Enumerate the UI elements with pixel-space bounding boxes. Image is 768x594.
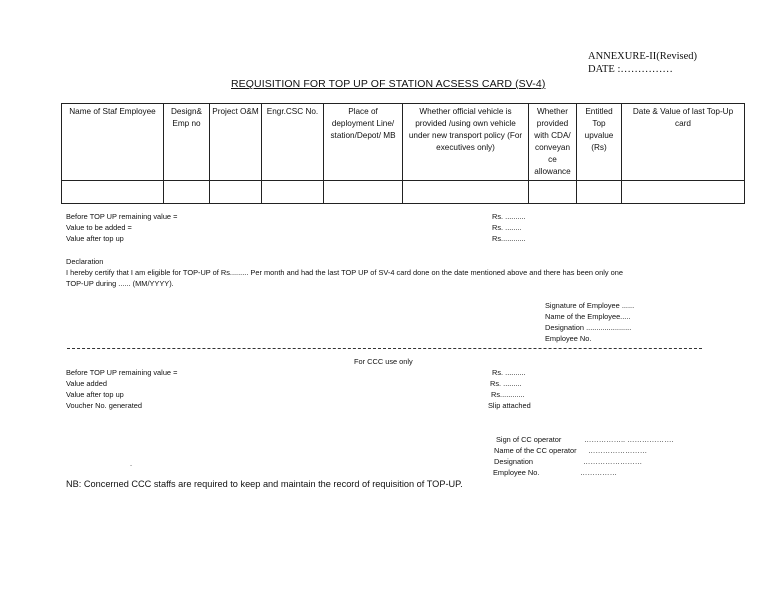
column-header: Design& Emp no xyxy=(164,104,210,181)
declaration-text: I hereby certify that I am eligible for TOP-UP of Rs......... Per month and had the last TOP UP of SV-4 card done on the date mentioned above and there has been only one xyxy=(66,268,623,277)
table-cell[interactable] xyxy=(164,181,210,204)
ccc-added-label: Value added xyxy=(66,379,107,388)
ccc-amounts xyxy=(488,367,531,411)
amount-field: Rs............ xyxy=(491,390,525,399)
column-header: Project O&M xyxy=(210,104,262,181)
amount-field: Rs............ xyxy=(492,234,526,243)
ccc-labels xyxy=(66,367,177,411)
amount-field: Rs. ......... xyxy=(490,379,522,388)
column-header: Name of Staf Employee xyxy=(62,104,164,181)
operator-designation-label: Designation xyxy=(494,457,534,466)
employee-designation-line: Designation ...................... xyxy=(545,323,632,332)
date-label: DATE :…………… xyxy=(588,64,673,75)
before-topup-label: Before TOP UP remaining value = xyxy=(66,212,178,221)
operator-designation-fill: …………………… xyxy=(583,457,643,466)
operator-signature-fill: …………….. ………………. xyxy=(584,435,674,444)
ccc-before-label: Before TOP UP remaining value = xyxy=(66,368,178,377)
table-cell[interactable] xyxy=(62,181,164,204)
table-cell[interactable] xyxy=(210,181,262,204)
table-cell[interactable] xyxy=(577,181,622,204)
slip-attached-label: Slip attached xyxy=(488,401,531,410)
footnote: NB: Concerned CCC staffs are required to keep and maintain the record of requisition of TOP-UP. xyxy=(66,479,463,489)
operator-name-label: Name of the CC operator xyxy=(494,446,577,455)
table-row xyxy=(62,181,745,204)
requisition-table xyxy=(61,103,745,204)
table-cell[interactable] xyxy=(262,181,324,204)
stray-mark: . xyxy=(130,459,133,468)
employee-signature-line: Signature of Employee ...... xyxy=(545,301,635,310)
column-header: Engr.CSC No. xyxy=(262,104,324,181)
operator-signature-label: Sign of CC operator xyxy=(496,435,562,444)
operator-name-fill: …………………… xyxy=(588,446,648,455)
value-added-label: Value to be added = xyxy=(66,223,132,232)
amount-field: Rs. .......... xyxy=(492,212,526,221)
amount-field: Rs. ........ xyxy=(492,223,522,232)
column-header: Whether official vehicle is provided /using own vehicle under new transport policy (For executives only) xyxy=(403,104,529,181)
page-title: REQUISITION FOR TOP UP OF STATION ACSESS CARD (SV-4) xyxy=(231,78,546,90)
ccc-after-label: Value after top up xyxy=(66,390,124,399)
operator-number-label: Employee No. xyxy=(493,468,540,477)
values-amounts xyxy=(492,211,526,244)
ccc-heading: For CCC use only xyxy=(354,357,413,366)
table-cell[interactable] xyxy=(324,181,403,204)
voucher-label: Voucher No. generated xyxy=(66,401,143,410)
declaration-heading: Declaration xyxy=(66,257,104,266)
operator-number-fill: …………… xyxy=(580,468,617,477)
value-after-label: Value after top up xyxy=(66,234,124,243)
employee-signature-block xyxy=(545,300,634,344)
values-labels xyxy=(66,211,177,244)
annexure-label: ANNEXURE-II(Revised) xyxy=(588,51,698,62)
declaration-text: TOP-UP during ...... (MM/YYYY). xyxy=(66,279,174,288)
column-header: Entitled Top upvalue (Rs) xyxy=(577,104,622,181)
table-cell[interactable] xyxy=(529,181,577,204)
table-cell[interactable] xyxy=(622,181,745,204)
column-header: Place of deployment Line/ station/Depot/ MB xyxy=(324,104,403,181)
table-cell[interactable] xyxy=(403,181,529,204)
amount-field: Rs. .......... xyxy=(492,368,526,377)
employee-name-line: Name of the Employee..... xyxy=(545,312,631,321)
section-divider xyxy=(67,348,702,349)
column-header: Whether provided with CDA/ conveyan ce allowance xyxy=(529,104,577,181)
employee-number-line: Employee No. xyxy=(545,334,592,343)
column-header: Date & Value of last Top-Up card xyxy=(622,104,745,181)
table-header-row xyxy=(62,104,745,181)
